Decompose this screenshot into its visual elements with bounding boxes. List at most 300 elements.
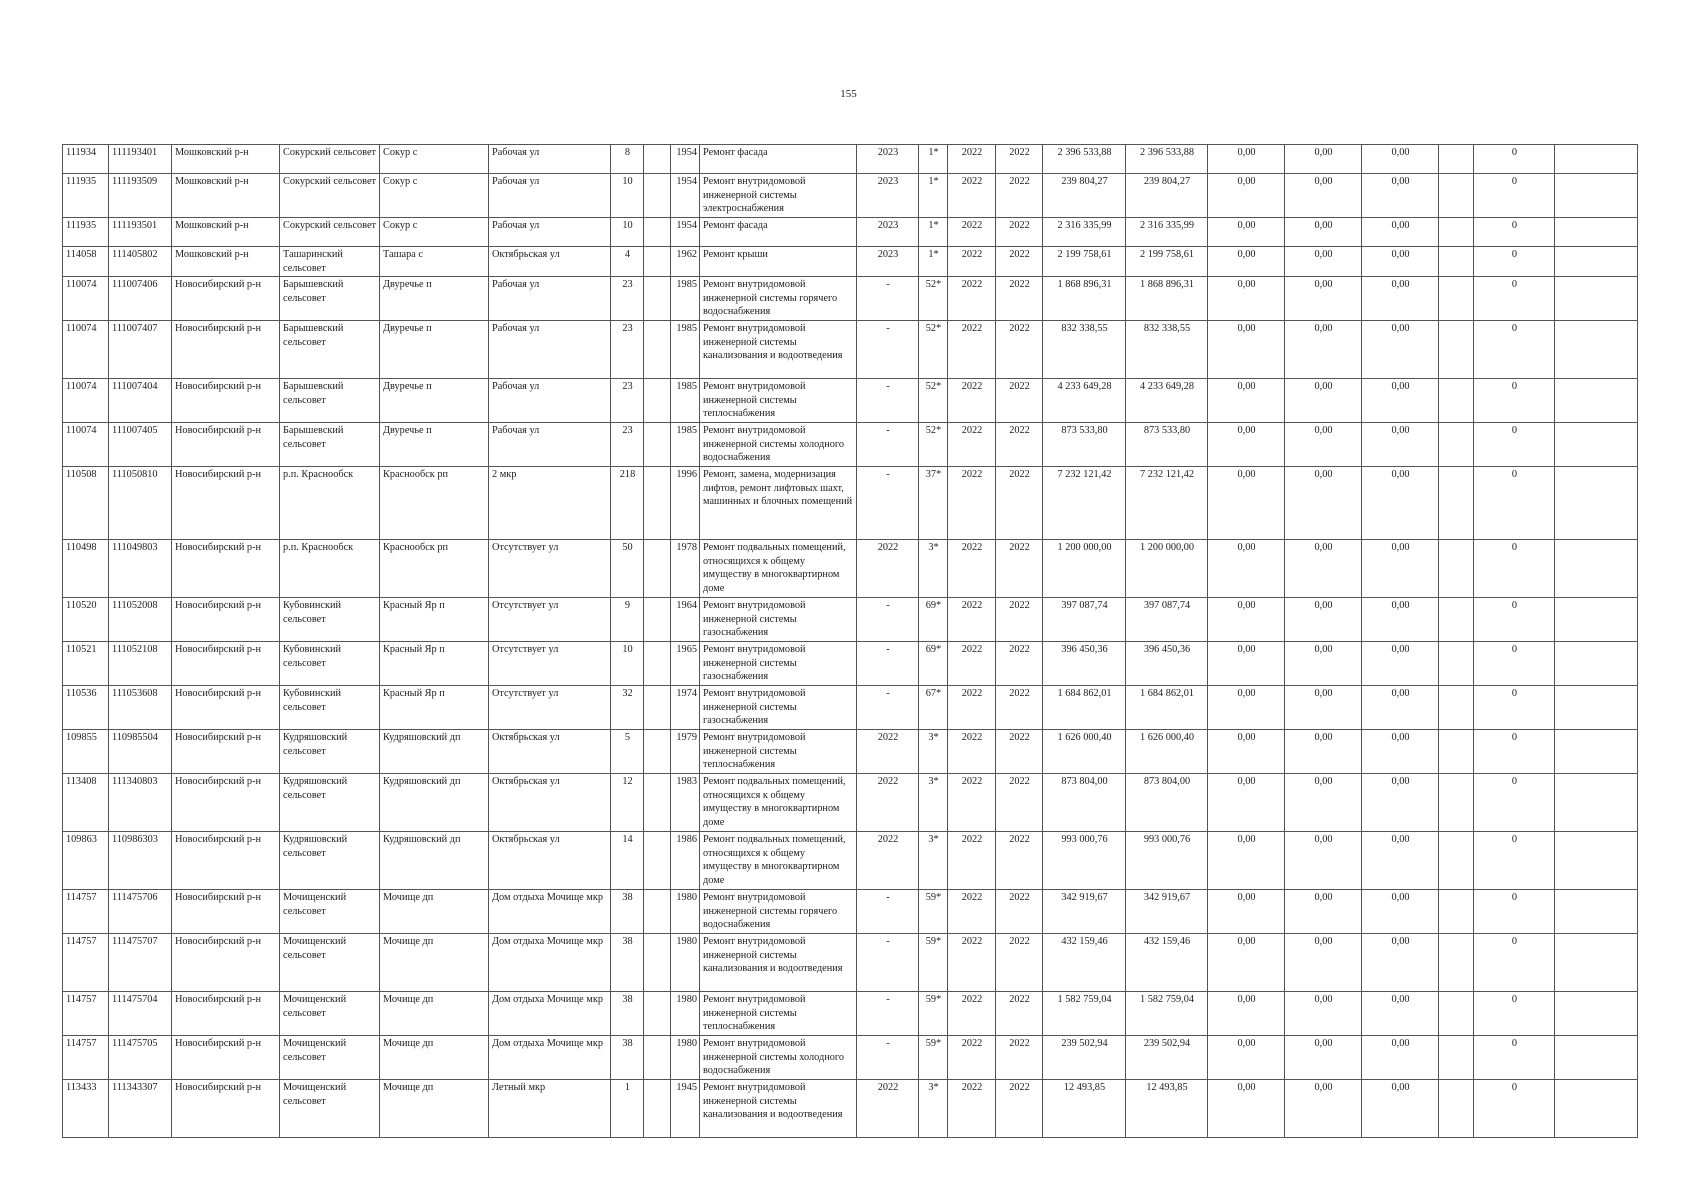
table-row	[63, 934, 1638, 992]
cell-street: Октябрьская ул	[489, 730, 611, 774]
table-row	[63, 598, 1638, 642]
cell-locality: Красный Яр п	[380, 598, 489, 642]
cell-cost-total: 397 087,74	[1043, 598, 1126, 642]
cell-value-3: 0,00	[1362, 247, 1439, 277]
cell-empty	[1439, 642, 1474, 686]
cell-district: Новосибирский р-н	[172, 379, 280, 423]
cell-cost-total: 1 626 000,40	[1043, 730, 1126, 774]
cell-value-1: 0,00	[1208, 890, 1285, 934]
cell-street: Отсутствует ул	[489, 540, 611, 598]
cell-code: 111049803	[109, 540, 172, 598]
cell-value-3: 0,00	[1362, 686, 1439, 730]
cell-year: 1954	[671, 174, 700, 218]
cell-district: Новосибирский р-н	[172, 423, 280, 467]
cell-empty	[1439, 218, 1474, 247]
cell-value-2: 0,00	[1285, 247, 1362, 277]
cell-municipality: Кубовинский сельсовет	[280, 642, 380, 686]
cell-cost-fund: 2 316 335,99	[1126, 218, 1208, 247]
cell-year-end: 2022	[996, 218, 1043, 247]
cell-plan-year: 2022	[857, 774, 919, 832]
cell-value-1: 0,00	[1208, 423, 1285, 467]
cell-code: 111193501	[109, 218, 172, 247]
cell-id: 114757	[63, 934, 109, 992]
cell-year-start: 2022	[948, 730, 996, 774]
cell-district: Новосибирский р-н	[172, 890, 280, 934]
cell-sign: 3*	[919, 832, 948, 890]
cell-year-start: 2022	[948, 247, 996, 277]
cell-code: 111052008	[109, 598, 172, 642]
cell-count: 0	[1474, 218, 1555, 247]
cell-value-2: 0,00	[1285, 934, 1362, 992]
cell-house: 50	[611, 540, 644, 598]
cell-municipality: Барышевский сельсовет	[280, 423, 380, 467]
cell-work: Ремонт подвальных помещений, относящихся к общему имуществу в многоквартирном доме	[700, 540, 857, 598]
cell-empty	[644, 321, 671, 379]
cell-sign: 52*	[919, 277, 948, 321]
cell-plan-year: 2022	[857, 1080, 919, 1138]
cell-empty	[1555, 730, 1638, 774]
cell-work: Ремонт фасада	[700, 145, 857, 174]
table-row	[63, 379, 1638, 423]
cell-street: Рабочая ул	[489, 145, 611, 174]
cell-count: 0	[1474, 598, 1555, 642]
cell-street: 2 мкр	[489, 467, 611, 540]
cell-id: 113408	[63, 774, 109, 832]
cell-year-start: 2022	[948, 642, 996, 686]
cell-year-start: 2022	[948, 423, 996, 467]
cell-locality: Сокур с	[380, 218, 489, 247]
cell-value-3: 0,00	[1362, 890, 1439, 934]
cell-cost-total: 432 159,46	[1043, 934, 1126, 992]
cell-locality: Краснообск рп	[380, 540, 489, 598]
cell-empty	[644, 686, 671, 730]
cell-empty	[644, 467, 671, 540]
cell-value-1: 0,00	[1208, 598, 1285, 642]
cell-work: Ремонт внутридомовой инженерной системы канализования и водоотведения	[700, 934, 857, 992]
cell-code: 111007406	[109, 277, 172, 321]
cell-code: 111340803	[109, 774, 172, 832]
cell-cost-total: 832 338,55	[1043, 321, 1126, 379]
cell-locality: Мочище дп	[380, 992, 489, 1036]
cell-year: 1954	[671, 145, 700, 174]
cell-code: 111475707	[109, 934, 172, 992]
cell-sign: 59*	[919, 934, 948, 992]
cell-street: Рабочая ул	[489, 321, 611, 379]
cell-value-3: 0,00	[1362, 1080, 1439, 1138]
cell-value-3: 0,00	[1362, 642, 1439, 686]
cell-year: 1979	[671, 730, 700, 774]
cell-value-1: 0,00	[1208, 174, 1285, 218]
cell-value-2: 0,00	[1285, 686, 1362, 730]
cell-locality: Краснообск рп	[380, 467, 489, 540]
cell-municipality: Кудряшовский сельсовет	[280, 774, 380, 832]
cell-empty	[1555, 642, 1638, 686]
cell-district: Новосибирский р-н	[172, 598, 280, 642]
cell-house: 10	[611, 218, 644, 247]
cell-work: Ремонт внутридомовой инженерной системы электроснабжения	[700, 174, 857, 218]
cell-empty	[644, 1080, 671, 1138]
cell-value-2: 0,00	[1285, 832, 1362, 890]
cell-house: 12	[611, 774, 644, 832]
cell-id: 110498	[63, 540, 109, 598]
cell-empty	[644, 1036, 671, 1080]
cell-plan-year: 2022	[857, 832, 919, 890]
cell-work: Ремонт внутридомовой инженерной системы канализования и водоотведения	[700, 1080, 857, 1138]
table-row	[63, 992, 1638, 1036]
cell-year-end: 2022	[996, 890, 1043, 934]
table-row	[63, 774, 1638, 832]
cell-empty	[1555, 321, 1638, 379]
cell-plan-year: -	[857, 598, 919, 642]
cell-cost-fund: 397 087,74	[1126, 598, 1208, 642]
cell-empty	[644, 540, 671, 598]
cell-value-1: 0,00	[1208, 218, 1285, 247]
cell-locality: Мочище дп	[380, 1080, 489, 1138]
cell-value-1: 0,00	[1208, 321, 1285, 379]
cell-locality: Красный Яр п	[380, 686, 489, 730]
cell-district: Новосибирский р-н	[172, 321, 280, 379]
cell-value-1: 0,00	[1208, 145, 1285, 174]
table-row	[63, 832, 1638, 890]
cell-cost-fund: 1 200 000,00	[1126, 540, 1208, 598]
cell-work: Ремонт внутридомовой инженерной системы газоснабжения	[700, 598, 857, 642]
cell-plan-year: 2023	[857, 174, 919, 218]
cell-id: 110074	[63, 277, 109, 321]
cell-value-2: 0,00	[1285, 145, 1362, 174]
cell-year-start: 2022	[948, 1036, 996, 1080]
cell-district: Мошковский р-н	[172, 145, 280, 174]
table-row	[63, 145, 1638, 174]
cell-value-1: 0,00	[1208, 774, 1285, 832]
cell-work: Ремонт внутридомовой инженерной системы канализования и водоотведения	[700, 321, 857, 379]
cell-sign: 69*	[919, 642, 948, 686]
cell-cost-fund: 432 159,46	[1126, 934, 1208, 992]
cell-municipality: Барышевский сельсовет	[280, 277, 380, 321]
cell-year-start: 2022	[948, 379, 996, 423]
cell-value-3: 0,00	[1362, 992, 1439, 1036]
cell-year: 1985	[671, 277, 700, 321]
table-row	[63, 321, 1638, 379]
cell-district: Новосибирский р-н	[172, 934, 280, 992]
cell-district: Новосибирский р-н	[172, 1036, 280, 1080]
cell-value-2: 0,00	[1285, 642, 1362, 686]
cell-year: 1974	[671, 686, 700, 730]
cell-cost-total: 2 396 533,88	[1043, 145, 1126, 174]
cell-empty	[644, 774, 671, 832]
cell-year-start: 2022	[948, 1080, 996, 1138]
cell-id: 110521	[63, 642, 109, 686]
cell-value-1: 0,00	[1208, 467, 1285, 540]
cell-value-3: 0,00	[1362, 321, 1439, 379]
cell-district: Новосибирский р-н	[172, 832, 280, 890]
cell-plan-year: -	[857, 992, 919, 1036]
cell-street: Летный мкр	[489, 1080, 611, 1138]
cell-empty	[644, 890, 671, 934]
cell-sign: 52*	[919, 379, 948, 423]
cell-count: 0	[1474, 379, 1555, 423]
cell-value-2: 0,00	[1285, 992, 1362, 1036]
cell-work: Ремонт, замена, модернизация лифтов, ремонт лифтовых шахт, машинных и блочных помещений	[700, 467, 857, 540]
cell-municipality: Кудряшовский сельсовет	[280, 832, 380, 890]
cell-empty	[644, 992, 671, 1036]
cell-plan-year: -	[857, 686, 919, 730]
cell-plan-year: -	[857, 642, 919, 686]
cell-code: 111405802	[109, 247, 172, 277]
cell-count: 0	[1474, 467, 1555, 540]
cell-empty	[1555, 934, 1638, 992]
cell-cost-total: 2 316 335,99	[1043, 218, 1126, 247]
cell-plan-year: -	[857, 423, 919, 467]
cell-year-start: 2022	[948, 540, 996, 598]
cell-empty	[1555, 1036, 1638, 1080]
cell-district: Новосибирский р-н	[172, 730, 280, 774]
cell-count: 0	[1474, 832, 1555, 890]
cell-code: 111475705	[109, 1036, 172, 1080]
cell-cost-fund: 873 533,80	[1126, 423, 1208, 467]
cell-locality: Мочище дп	[380, 890, 489, 934]
cell-street: Октябрьская ул	[489, 774, 611, 832]
cell-cost-total: 396 450,36	[1043, 642, 1126, 686]
cell-year: 1964	[671, 598, 700, 642]
table-row	[63, 423, 1638, 467]
cell-year: 1983	[671, 774, 700, 832]
cell-value-3: 0,00	[1362, 774, 1439, 832]
cell-id: 111935	[63, 174, 109, 218]
cell-house: 38	[611, 1036, 644, 1080]
cell-empty	[1555, 1080, 1638, 1138]
cell-year-end: 2022	[996, 174, 1043, 218]
cell-value-3: 0,00	[1362, 145, 1439, 174]
cell-empty	[1439, 774, 1474, 832]
cell-empty	[1555, 174, 1638, 218]
cell-plan-year: -	[857, 934, 919, 992]
cell-empty	[644, 832, 671, 890]
cell-empty	[644, 247, 671, 277]
cell-year-end: 2022	[996, 247, 1043, 277]
cell-locality: Кудряшовский дп	[380, 774, 489, 832]
cell-empty	[644, 598, 671, 642]
cell-locality: Сокур с	[380, 145, 489, 174]
cell-value-3: 0,00	[1362, 423, 1439, 467]
cell-sign: 3*	[919, 1080, 948, 1138]
cell-empty	[1439, 277, 1474, 321]
cell-work: Ремонт внутридомовой инженерной системы горячего водоснабжения	[700, 277, 857, 321]
cell-empty	[1439, 1036, 1474, 1080]
table-row	[63, 277, 1638, 321]
cell-empty	[1555, 423, 1638, 467]
cell-locality: Мочище дп	[380, 1036, 489, 1080]
cell-id: 110074	[63, 321, 109, 379]
cell-code: 111193401	[109, 145, 172, 174]
cell-municipality: Мочищенский сельсовет	[280, 1036, 380, 1080]
cell-cost-fund: 2 396 533,88	[1126, 145, 1208, 174]
cell-sign: 59*	[919, 1036, 948, 1080]
cell-cost-fund: 1 626 000,40	[1126, 730, 1208, 774]
cell-year-end: 2022	[996, 598, 1043, 642]
cell-value-1: 0,00	[1208, 1036, 1285, 1080]
cell-value-3: 0,00	[1362, 730, 1439, 774]
table-row	[63, 174, 1638, 218]
cell-house: 23	[611, 379, 644, 423]
cell-empty	[644, 730, 671, 774]
cell-year: 1980	[671, 890, 700, 934]
cell-value-2: 0,00	[1285, 277, 1362, 321]
cell-value-2: 0,00	[1285, 730, 1362, 774]
cell-sign: 1*	[919, 174, 948, 218]
cell-cost-fund: 1 582 759,04	[1126, 992, 1208, 1036]
cell-code: 111053608	[109, 686, 172, 730]
cell-empty	[1439, 423, 1474, 467]
cell-year-end: 2022	[996, 379, 1043, 423]
cell-municipality: Сокурский сельсовет	[280, 218, 380, 247]
cell-cost-fund: 1 684 862,01	[1126, 686, 1208, 730]
cell-count: 0	[1474, 247, 1555, 277]
cell-municipality: Мочищенский сельсовет	[280, 1080, 380, 1138]
cell-year: 1986	[671, 832, 700, 890]
cell-value-1: 0,00	[1208, 934, 1285, 992]
table-row	[63, 730, 1638, 774]
cell-locality: Двуречье п	[380, 423, 489, 467]
cell-count: 0	[1474, 277, 1555, 321]
cell-cost-fund: 993 000,76	[1126, 832, 1208, 890]
cell-street: Рабочая ул	[489, 174, 611, 218]
table-row	[63, 642, 1638, 686]
cell-street: Отсутствует ул	[489, 686, 611, 730]
cell-count: 0	[1474, 934, 1555, 992]
cell-empty	[1555, 992, 1638, 1036]
cell-empty	[1439, 1080, 1474, 1138]
cell-district: Новосибирский р-н	[172, 642, 280, 686]
cell-cost-total: 4 233 649,28	[1043, 379, 1126, 423]
cell-id: 114757	[63, 992, 109, 1036]
cell-year-start: 2022	[948, 774, 996, 832]
cell-value-1: 0,00	[1208, 992, 1285, 1036]
cell-empty	[1439, 598, 1474, 642]
table-row	[63, 467, 1638, 540]
cell-municipality: Мочищенский сельсовет	[280, 992, 380, 1036]
cell-year-start: 2022	[948, 598, 996, 642]
cell-year-start: 2022	[948, 890, 996, 934]
cell-code: 111007405	[109, 423, 172, 467]
cell-id: 114757	[63, 1036, 109, 1080]
cell-house: 8	[611, 145, 644, 174]
cell-count: 0	[1474, 1080, 1555, 1138]
cell-year-end: 2022	[996, 934, 1043, 992]
cell-cost-total: 1 200 000,00	[1043, 540, 1126, 598]
cell-year-end: 2022	[996, 1080, 1043, 1138]
cell-id: 110074	[63, 423, 109, 467]
cell-empty	[644, 277, 671, 321]
cell-plan-year: -	[857, 1036, 919, 1080]
cell-code: 111193509	[109, 174, 172, 218]
cell-locality: Ташара с	[380, 247, 489, 277]
page-number: 155	[840, 88, 857, 100]
cell-locality: Двуречье п	[380, 277, 489, 321]
cell-year-end: 2022	[996, 467, 1043, 540]
cell-year-end: 2022	[996, 423, 1043, 467]
cell-locality: Красный Яр п	[380, 642, 489, 686]
cell-house: 23	[611, 423, 644, 467]
cell-value-2: 0,00	[1285, 598, 1362, 642]
cell-house: 38	[611, 890, 644, 934]
cell-count: 0	[1474, 174, 1555, 218]
table-row	[63, 1036, 1638, 1080]
cell-plan-year: -	[857, 467, 919, 540]
cell-work: Ремонт подвальных помещений, относящихся к общему имуществу в многоквартирном доме	[700, 832, 857, 890]
cell-year-end: 2022	[996, 277, 1043, 321]
cell-street: Отсутствует ул	[489, 598, 611, 642]
cell-empty	[1555, 832, 1638, 890]
cell-year: 1978	[671, 540, 700, 598]
cell-street: Дом отдыха Мочище мкр	[489, 992, 611, 1036]
cell-plan-year: -	[857, 277, 919, 321]
cell-cost-total: 342 919,67	[1043, 890, 1126, 934]
cell-year-start: 2022	[948, 218, 996, 247]
cell-locality: Кудряшовский дп	[380, 730, 489, 774]
cell-value-2: 0,00	[1285, 467, 1362, 540]
cell-locality: Сокур с	[380, 174, 489, 218]
cell-year-start: 2022	[948, 467, 996, 540]
table-body	[63, 145, 1638, 1138]
cell-cost-total: 1 868 896,31	[1043, 277, 1126, 321]
cell-cost-total: 12 493,85	[1043, 1080, 1126, 1138]
cell-street: Рабочая ул	[489, 423, 611, 467]
cell-plan-year: 2022	[857, 540, 919, 598]
cell-empty	[1439, 686, 1474, 730]
cell-empty	[644, 174, 671, 218]
cell-cost-total: 7 232 121,42	[1043, 467, 1126, 540]
cell-value-1: 0,00	[1208, 730, 1285, 774]
cell-year-start: 2022	[948, 832, 996, 890]
cell-year-start: 2022	[948, 934, 996, 992]
cell-value-1: 0,00	[1208, 379, 1285, 423]
cell-year-end: 2022	[996, 992, 1043, 1036]
cell-cost-fund: 12 493,85	[1126, 1080, 1208, 1138]
cell-cost-fund: 1 868 896,31	[1126, 277, 1208, 321]
cell-work: Ремонт внутридомовой инженерной системы теплоснабжения	[700, 730, 857, 774]
cell-code: 111050810	[109, 467, 172, 540]
cell-cost-total: 1 684 862,01	[1043, 686, 1126, 730]
cell-street: Октябрьская ул	[489, 832, 611, 890]
cell-sign: 37*	[919, 467, 948, 540]
cell-cost-total: 993 000,76	[1043, 832, 1126, 890]
cell-work: Ремонт внутридомовой инженерной системы газоснабжения	[700, 686, 857, 730]
cell-house: 38	[611, 934, 644, 992]
cell-municipality: Кубовинский сельсовет	[280, 686, 380, 730]
table-row	[63, 247, 1638, 277]
cell-cost-fund: 396 450,36	[1126, 642, 1208, 686]
cell-code: 111343307	[109, 1080, 172, 1138]
cell-value-3: 0,00	[1362, 832, 1439, 890]
cell-id: 114757	[63, 890, 109, 934]
cell-plan-year: -	[857, 890, 919, 934]
cell-sign: 59*	[919, 992, 948, 1036]
cell-id: 114058	[63, 247, 109, 277]
cell-municipality: р.п. Краснообск	[280, 467, 380, 540]
cell-street: Дом отдыха Мочище мкр	[489, 1036, 611, 1080]
cell-cost-total: 1 582 759,04	[1043, 992, 1126, 1036]
cell-plan-year: 2023	[857, 218, 919, 247]
cell-code: 111052108	[109, 642, 172, 686]
cell-count: 0	[1474, 686, 1555, 730]
cell-empty	[1439, 934, 1474, 992]
cell-work: Ремонт внутридомовой инженерной системы холодного водоснабжения	[700, 1036, 857, 1080]
cell-count: 0	[1474, 642, 1555, 686]
cell-empty	[1555, 890, 1638, 934]
cell-sign: 1*	[919, 218, 948, 247]
cell-year-end: 2022	[996, 832, 1043, 890]
cell-empty	[1555, 379, 1638, 423]
